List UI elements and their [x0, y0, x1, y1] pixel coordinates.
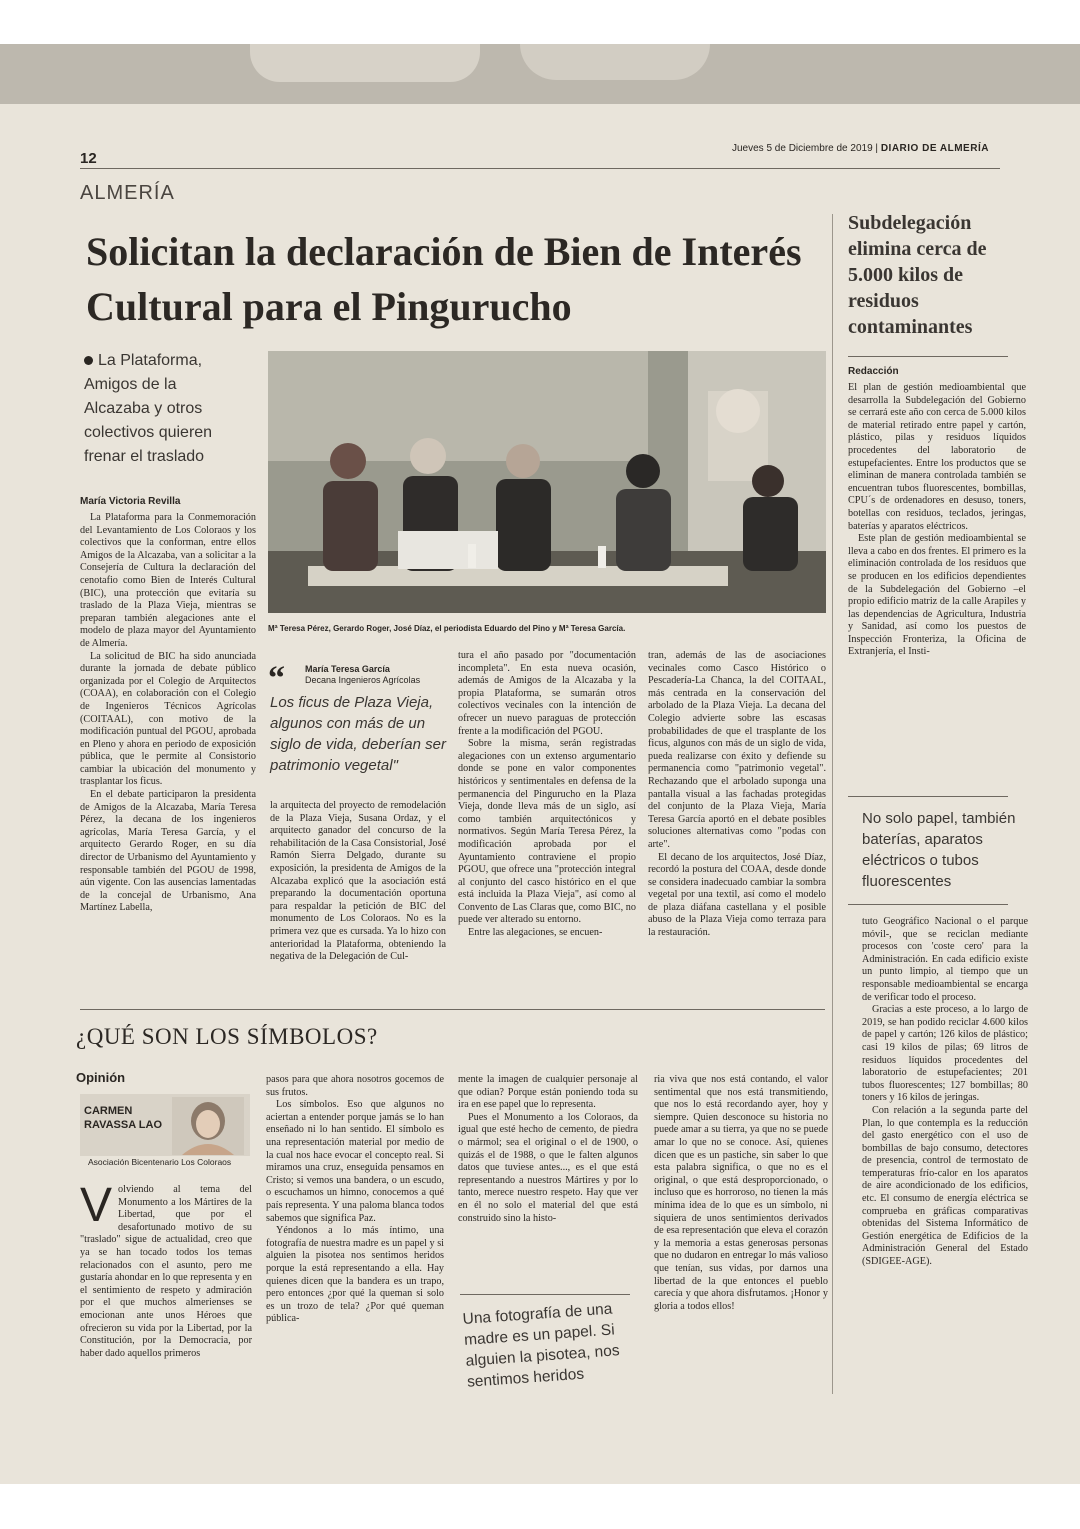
- paragraph: ria viva que nos está contando, el valor sentimental que nos está transmitiendo, que nos lo está recordando ayer, hoy y siempre. Quien desconoce su historia no puede amar a su tierra, ya que no se puede amar lo que no se conoce. Así, quienes dicen que es un pastiche, sin saber lo que esta palabra significa, o que no es el original, o que está desproporcionado, o incluso que es horroroso, no tienen la más mínima idea de lo que es un símbolo, ni siquiera de unos sentimientos derivados de esa representación que eleva el corazón y la memoria a estas generosas personas que no dudaron en entregar lo más valioso que tenían, sus vidas, por darnos una libertad de la que entonces el pueblo carecía y que ahora disfrutamos. ¡Honor y gloria a todos ellos!: [654, 1074, 828, 1312]
- quote-author-name: María Teresa García: [305, 664, 390, 674]
- quote-rule: [848, 904, 1008, 905]
- paragraph: Sobre la misma, serán registradas alegaciones con un extenso argumentario donde se pone en valor componentes históricos y sentimentales en defensa de la permanencia del Pingurucho en la Plaza Vieja, donde lleva más de un siglo, así como también arquitectónicos y normativos. Según María Teresa Pérez, la modificación aprobada por el Ayuntamiento contraviene el propio PGOU, que ofrece una "protección integral al conjunto del casco histórico en el que está incluida la Plaza Vieja", así como al Convento de Las Claras que, como BIC, no puede ver alterado su entorno.: [458, 738, 636, 926]
- photo-caption: Mª Teresa Pérez, Gerardo Roger, José Díaz, el periodista Eduardo del Pino y Mª Teresa García.: [268, 624, 626, 633]
- wall-fixture: [250, 44, 480, 82]
- page-number: 12: [80, 150, 97, 167]
- quote-mark-icon: “: [268, 660, 285, 697]
- paragraph: pasos para que ahora nosotros gocemos de sus frutos.: [266, 1074, 444, 1098]
- newspaper-page: [0, 44, 1080, 1484]
- paragraph: mente la imagen de cualquier personaje al que odian? Porque están poniendo toda su ira en ese papel que lo representa.: [458, 1074, 638, 1111]
- newspaper-name: DIARIO DE ALMERÍA: [880, 143, 989, 154]
- opinion-column-3: [458, 1074, 638, 1225]
- paragraph: tran, además de las de asociaciones vecinales como Casco Histórico o Pescadería-La Chanca, la del COITAAL, más centrada en la conservación del arbolado de la Plaza Vieja. La decana del Colegio advierte sobre las escasas probabilidades de que el trasplante de los ficus, algunos con más de un siglo de vida, pueda realizarse con éxito y defiende su permanencia como "patrimonio vegetal". Rechazando que el arbolado suponga una pantalla visual a las fachadas protegidas del conjunto de la Plaza Vieja, María Teresa García aportó en el debate posibles soluciones alternativas como "podas con arte".: [648, 650, 826, 850]
- headline: Solicitan la declaración de Bien de Interés Cultural para el Pingurucho: [86, 229, 802, 329]
- sidebar-quote: No solo papel, también baterías, aparatos eléctricos o tubos fluorescentes: [862, 810, 1016, 890]
- opinion-title: ¿QUÉ SON LOS SÍMBOLOS?: [76, 1024, 378, 1049]
- author-organization: Asociación Bicentenario Los Coloraos: [88, 1157, 232, 1167]
- byline: María Victoria Revilla: [80, 496, 181, 507]
- wall-fixture: [520, 44, 710, 80]
- opinion-label: Opinión: [76, 1070, 126, 1085]
- opinion-quote: Una fotografía de una madre es un papel. Si alguien la pisotea, nos sentimos heridos: [462, 1300, 621, 1391]
- paragraph: Con relación a la segunda parte del Plan, lo que contempla es la reducción del gasto energético con el uso de bombillas de bajo consumo, detectores de presencia, control de termostato de temperaturas frío-calor en los aparatos de aire acondicionado de los edificios, etc. El consumo de energía eléctrica se comprueba en gráficas comparativas obtenidas del Sistema Informático de Gestión energética de Edificios de la Administración General del Estado (SDIGEE-AGE).: [862, 1104, 1028, 1268]
- sidebar-column-upper: [848, 382, 1026, 659]
- date: Jueves 5 de Diciembre de 2019: [732, 143, 873, 154]
- paragraph: tuto Geográfico Nacional o el parque móvil-, que se reciclan mediante procesos con 'coste cero' para la Administración. En cada edificio existe un punto limpio, al tiempo que un responsable medioambiental se encarga de verificar todo el proceso.: [862, 916, 1028, 1003]
- sidebar-byline: Redacción: [848, 366, 899, 377]
- article-column-2: [270, 800, 446, 964]
- article-column-1: [80, 512, 256, 915]
- quote-rule: [460, 1294, 630, 1295]
- article-photo: [268, 351, 826, 613]
- dropcap: V: [80, 1179, 113, 1232]
- header-rule: [80, 168, 1000, 169]
- section-title: ALMERÍA: [80, 182, 175, 204]
- paragraph: Gracias a este proceso, a lo largo de 2019, se han podido reciclar 4.600 kilos de papel y cartón; 126 kilos de plástico; casi 19 kilos de pilas; 69 litros de residuos líquidos procedentes del laboratorio de estupefacientes; 201 tubos fluorescentes; 127 bombillas; 80 toners y 16 kilos de jeringas.: [862, 1004, 1028, 1104]
- separator: |: [875, 143, 879, 154]
- article-column-4: [648, 650, 826, 940]
- quote-author-role: Decana Ingenieros Agrícolas: [305, 675, 421, 685]
- paragraph: En el debate participaron la presidenta de Amigos de la Alcazaba, María Teresa Pérez, la decana de los ingenieros agrícolas, María Teresa García, y el arquitecto Gerardo Roger, en su día director de Urbanismo del Ayuntamiento y responsable también del PGOU de 1998, aún vigente. Con las ausencias lamentadas de la concejal de Urbanismo, Ana Martínez Labella,: [80, 789, 256, 914]
- paragraph: El plan de gestión medioambiental que desarrolla la Subdelegación del Gobierno se cerrará este año con cerca de 5.000 kilos de material retirado entre papel y cartón, plástico, pilas y residuos líquidos procedentes del laboratorio de estupefacientes. Entre los productos que se eliminan de manera controlada también se encuentran tubos fluorescentes, bombillas, CPU´s de ordenadores en desuso, toners, botellas con residuos, teclados, jeringas, baterías y aparatos eléctricos.: [848, 382, 1026, 532]
- sidebar-column-lower: [862, 916, 1028, 1269]
- paragraph: La Plataforma para la Conmemoración del Levantamiento de Los Coloraos y los colectivos que la conforman, entre ellos Amigos de la Alcazaba, van a solicitar a la Consejería de Cultura la declaración del cenotafio como Bien de Interés Cultural (BIC), una protección que evitaría su traslado de la Plaza Vieja, mientras se preparan también alegaciones ante el modelo de plaza mayor del Ayuntamiento de Almería.: [80, 512, 256, 649]
- avatar: [172, 1097, 244, 1155]
- paragraph: Pues el Monumento a los Coloraos, da igual que esté hecho de cemento, de piedra o mármol; sea el original o el de 1900, o quizás el de 1988, o que le falten algunos datos que tuviese antes..., es el que está representando a nuestros Mártires y por lo tanto, merece nuestro respeto. Hay que ver en él no solo el material del que está construido sino la histo-: [458, 1111, 638, 1224]
- background-wall: [0, 44, 1080, 104]
- author-name: CARMEN RAVASSA LAO: [84, 1105, 163, 1131]
- dateline: [732, 143, 989, 154]
- sidebar-headline: Subdelegación elimina cerca de 5.000 kilos de residuos contaminantes: [848, 212, 987, 338]
- opinion-column-4: [654, 1074, 828, 1313]
- paragraph: Este plan de gestión medioambiental se lleva a cabo en dos frentes. El primero es la eliminación controlada de los residuos que se producen en los edificios dependientes de la Subdelegación del Gobierno –el propio edificio matriz de la calle Arapiles y las dependencias de Agricultura, Industria y Sanidad, así como los puestos de Inspección Fronteriza, la Oficina de Extranjería, el Insti-: [848, 533, 1026, 658]
- photo-illustration: [268, 351, 826, 613]
- deck: [84, 349, 234, 469]
- pull-quote: Los ficus de Plaza Vieja, algunos con más de un siglo de vida, deberían ser patrimonio vegetal": [270, 694, 446, 774]
- quote-author: [305, 664, 420, 686]
- column-divider: [832, 214, 833, 1394]
- paragraph: la arquitecta del proyecto de remodelación de la Plaza Vieja, Susana Ordaz, y el arquitecto ganador del concurso de la rehabilitación de la Casa Consistorial, José Ramón Sierra Delgado, durante su exposición, la presidenta de Amigos de la Alcazaba explicó que la asociación está preparando la documentación oportuna para respaldar la petición de BIC del monumento de Los Coloraos. No es la primera vez que es cursada. Ya lo hizo con anterioridad la Plataforma, obteniendo la negativa de la Delegación de Cul-: [270, 800, 446, 963]
- paragraph: El decano de los arquitectos, José Díaz, recordó la postura del COAA, desde donde se considera inadecuado cambiar la sombra vegetal por una textil, así como el modelo de plaza diáfana castellana y el posible abuso de la Plaza Vieja como terraza para la restauración.: [648, 851, 826, 939]
- paragraph: Los símbolos. Eso que algunos no aciertan a entender porque jamás se lo han enseñado ni lo han sentido. El símbolo es una representación material por medio de la cual nos hace evocar el concepto real. Si miramos una cruz, enseguida pensamos en Cristo; si vemos una bandera, o un escudo, o escuchamos un himno, conocemos a qué país representa. Y una paloma blanca todos sabemos que significa Paz.: [266, 1099, 444, 1224]
- bullet-icon: [84, 356, 93, 365]
- paragraph: Yéndonos a lo más íntimo, una fotografía de nuestra madre es un papel y si alguien la pisotea nos sentimos heridos porque la está representando a ella. Hay quienes dicen que la bandera es un trapo, pero entonces ¿por qué la queman si solo es un trozo de tela? ¿Por qué queman pública-: [266, 1225, 444, 1325]
- deck-text: La Plataforma, Amigos de la Alcazaba y otros colectivos quieren frenar el traslado: [84, 352, 213, 465]
- paragraph: olviendo al tema del Monumento a los Mártires de la Libertad, que por el desafortunado motivo de su "traslado" sigue de actualidad, creo que ya se han tocado todos los temas relacionados con el asunto, pero me gustaría ahondar en lo que representa y en el sentimiento de respeto y admiración por el que muchos almerienses se emocionan ante unos Héroes que ofrecieron su vida por la Libertad, por la Constitución, por la Democracia, por haber dado aquellos primeros: [80, 1184, 252, 1359]
- quote-rule: [848, 796, 1008, 797]
- paragraph: La solicitud de BIC ha sido anunciada durante la jornada de debate público organizada por el Colegio de Arquitectos (COAA), en colaboración con el Colegio de Ingenieros Técnicos Agrícolas (COITAAL), con motivo de la modificación puntual del PGOU, aprobada en Pleno y ahora en periodo de exposición pública, que le permite al Consistorio cambiar la ubicación del monumento y trasplantar los ficus.: [80, 650, 256, 788]
- opinion-column-1: [80, 1179, 252, 1360]
- opinion-column-2: [266, 1074, 444, 1326]
- sidebar-rule: [848, 356, 1008, 357]
- paragraph: tura el año pasado por "documentación incompleta". En esta nueva ocasión, además de Amigos de la Alcazaba y la propia Plataforma, se sumarán otros colectivos vecinales con la intención de ofrecer un nuevo paraguas de protección frente a la modificación del PGOU.: [458, 650, 636, 737]
- paragraph: Entre las alegaciones, se encuen-: [468, 927, 603, 939]
- section-rule: [80, 1009, 825, 1010]
- author-photo: [172, 1097, 244, 1155]
- article-column-3: [458, 650, 636, 940]
